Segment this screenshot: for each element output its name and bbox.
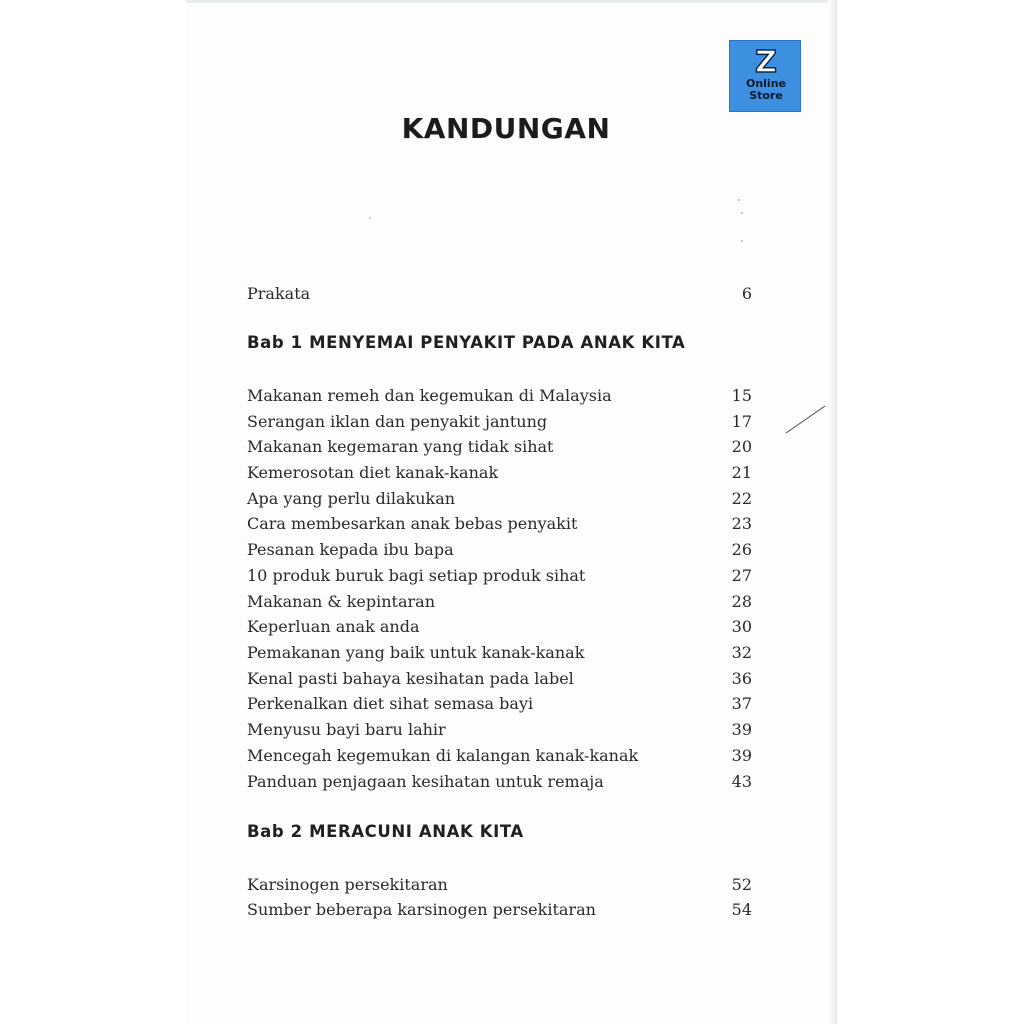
- toc-row-preface: [247, 284, 752, 308]
- toc-row: [247, 437, 752, 461]
- toc-page-number: 37: [731, 694, 752, 713]
- toc-page-number: 28: [731, 592, 752, 611]
- toc-entry-label: Pesanan kepada ibu bapa: [247, 540, 454, 559]
- toc-entry-label: Karsinogen persekitaran: [247, 875, 448, 894]
- page-title: KANDUNGAN: [401, 112, 611, 145]
- scan-speck: [741, 212, 743, 214]
- toc-row: [247, 540, 752, 564]
- toc-row: [247, 617, 752, 641]
- online-store-logo: [729, 40, 801, 112]
- toc-page-number: 43: [731, 772, 752, 791]
- toc-entry-label: 10 produk buruk bagi setiap produk sihat: [247, 566, 586, 585]
- toc-row: [247, 489, 752, 513]
- logo-line1: Online: [745, 77, 787, 90]
- toc-row: [247, 694, 752, 718]
- toc-page-number: 17: [731, 412, 752, 431]
- toc-row: [247, 875, 752, 899]
- toc-entry-label: Makanan & kepintaran: [247, 592, 436, 611]
- toc-row: [247, 412, 752, 436]
- toc-page-number: 26: [731, 540, 752, 559]
- toc-row: [247, 514, 752, 538]
- logo-line2: Store: [749, 89, 783, 102]
- toc-page-number: 27: [731, 566, 752, 585]
- toc-page-number: 39: [731, 746, 752, 765]
- toc-page-number: 52: [731, 875, 752, 894]
- toc-row: [247, 386, 752, 410]
- toc-entry-label: Makanan remeh dan kegemukan di Malaysia: [247, 386, 612, 405]
- toc-page-number: 32: [731, 643, 752, 662]
- toc-entry-label: Perkenalkan diet sihat semasa bayi: [247, 694, 534, 713]
- toc-entry-label: Cara membesarkan anak bebas penyakit: [247, 514, 578, 533]
- toc-page-number: 21: [731, 463, 752, 482]
- toc-row: [247, 566, 752, 590]
- toc-page-number: 20: [731, 437, 752, 456]
- toc-row: [247, 746, 752, 770]
- toc-entry-label: Prakata: [247, 284, 311, 303]
- toc-row: [247, 592, 752, 616]
- toc-entry-label: Pemakanan yang baik untuk kanak-kanak: [247, 643, 585, 662]
- logo-letter: Z: [755, 45, 777, 80]
- toc-row: [247, 900, 752, 924]
- toc-entry-label: Kenal pasti bahaya kesihatan pada label: [247, 669, 574, 688]
- toc-entry-label: Makanan kegemaran yang tidak sihat: [247, 437, 554, 456]
- chapter-heading-2: Bab 2 MERACUNI ANAK KITA: [247, 822, 524, 841]
- toc-entry-label: Menyusu bayi baru lahir: [247, 720, 446, 739]
- toc-page-number: 30: [731, 617, 752, 636]
- toc-entry-label: Panduan penjagaan kesihatan untuk remaja: [247, 772, 604, 791]
- toc-entry-label: Apa yang perlu dilakukan: [247, 489, 456, 508]
- toc-row: [247, 463, 752, 487]
- toc-page-number: 36: [731, 669, 752, 688]
- scan-speck: [741, 240, 743, 242]
- toc-page-number: 39: [731, 720, 752, 739]
- page-right-shadow: [828, 0, 836, 1024]
- toc-entry-label: Kemerosotan diet kanak-kanak: [247, 463, 499, 482]
- toc-row: [247, 643, 752, 667]
- toc-row: [247, 772, 752, 796]
- pen-mark: [780, 400, 830, 440]
- page-top-edge: [186, 0, 836, 3]
- toc-page-number: 54: [731, 900, 752, 919]
- toc-row: [247, 720, 752, 744]
- toc-row: [247, 669, 752, 693]
- toc-page-number: 23: [731, 514, 752, 533]
- toc-entry-label: Mencegah kegemukan di kalangan kanak-kanak: [247, 746, 639, 765]
- scan-speck: [369, 217, 371, 219]
- logo-z-icon: [730, 41, 801, 112]
- toc-entry-label: Keperluan anak anda: [247, 617, 420, 636]
- chapter-heading-1: Bab 1 MENYEMAI PENYAKIT PADA ANAK KITA: [247, 333, 686, 352]
- toc-entry-label: Serangan iklan dan penyakit jantung: [247, 412, 548, 431]
- toc-page-number: 22: [731, 489, 752, 508]
- toc-page-number: 6: [741, 284, 752, 303]
- toc-page-number: 15: [731, 386, 752, 405]
- toc-entry-label: Sumber beberapa karsinogen persekitaran: [247, 900, 596, 919]
- scan-speck: [738, 199, 740, 201]
